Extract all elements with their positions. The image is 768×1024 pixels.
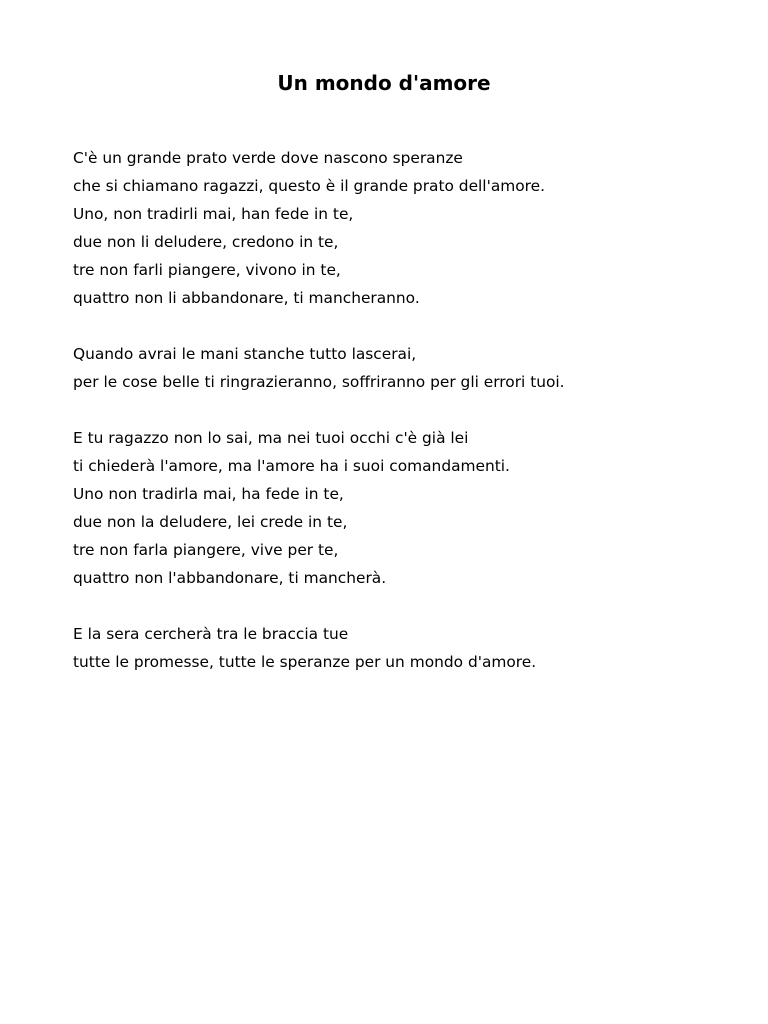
stanza-1: [73, 144, 753, 312]
verse-line: Uno, non tradirli mai, han fede in te,: [73, 205, 354, 223]
verse-line: E tu ragazzo non lo sai, ma nei tuoi occhi c'è già lei: [73, 429, 469, 447]
verse-line: tre non farli piangere, vivono in te,: [73, 261, 341, 279]
verse-line: E la sera cercherà tra le braccia tue: [73, 625, 349, 643]
verse-line: tutte le promesse, tutte le speranze per un mondo d'amore.: [73, 653, 537, 671]
verse-line: quattro non l'abbandonare, ti mancherà.: [73, 569, 387, 587]
page-title: Un mondo d'amore: [277, 71, 491, 95]
verse-line: tre non farla piangere, vive per te,: [73, 541, 339, 559]
stanza-4: [73, 620, 753, 676]
stanza-2: [73, 340, 753, 396]
verse-line: quattro non li abbandonare, ti mancheranno.: [73, 289, 420, 307]
verse-line: C'è un grande prato verde dove nascono speranze: [73, 149, 463, 167]
verse-line: che si chiamano ragazzi, questo è il grande prato dell'amore.: [73, 177, 546, 195]
verse-line: due non li deludere, credono in te,: [73, 233, 339, 251]
verse-line: Uno non tradirla mai, ha fede in te,: [73, 485, 344, 503]
stanza-3: [73, 424, 753, 592]
verse-line: per le cose belle ti ringrazieranno, soffriranno per gli errori tuoi.: [73, 373, 565, 391]
verse-line: Quando avrai le mani stanche tutto lascerai,: [73, 345, 417, 363]
verse-line: due non la deludere, lei crede in te,: [73, 513, 348, 531]
verse-line: ti chiederà l'amore, ma l'amore ha i suoi comandamenti.: [73, 457, 510, 475]
